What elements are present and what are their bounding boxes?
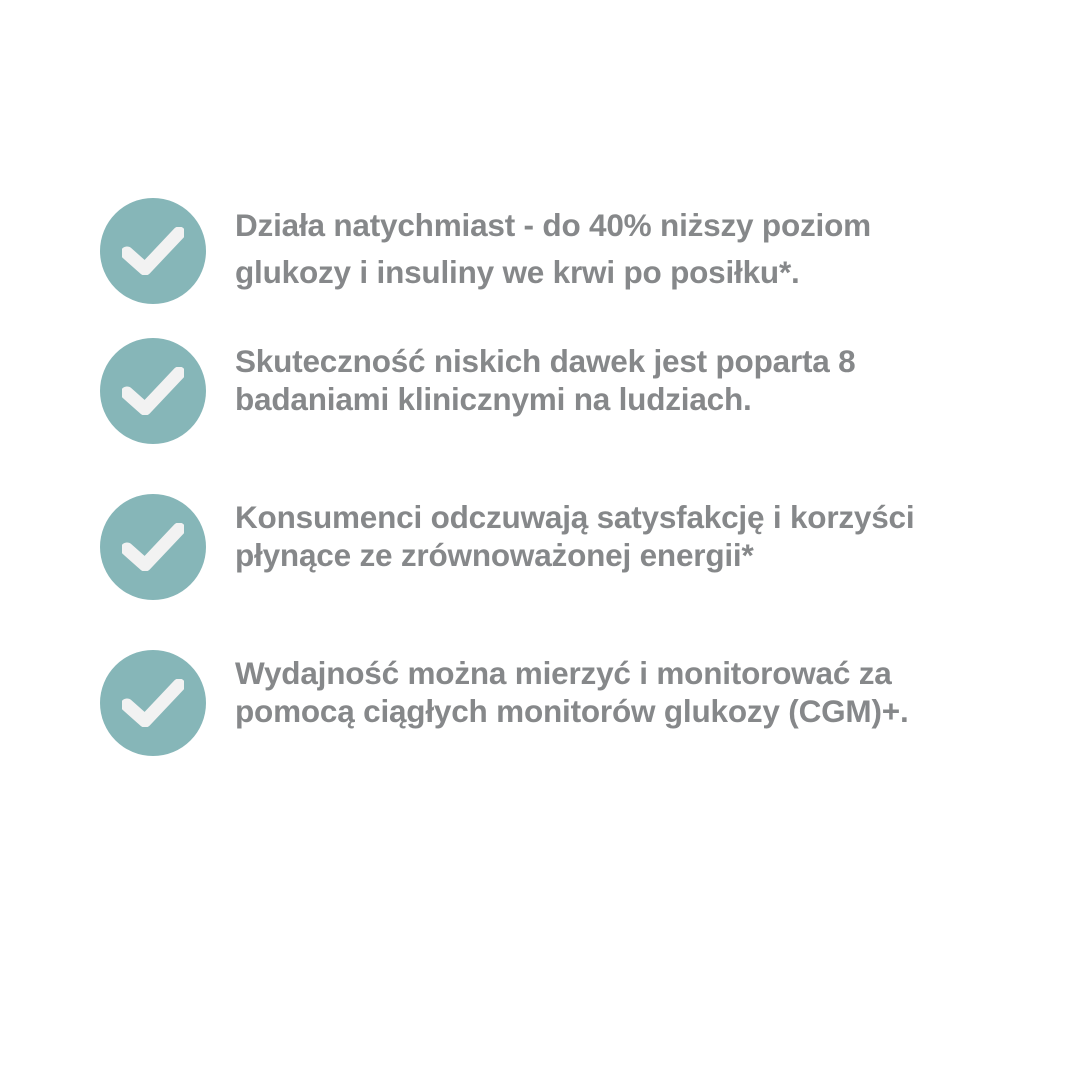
- check-icon: [100, 650, 206, 756]
- benefits-list: [100, 196, 980, 756]
- list-item-text: Wydajność można mierzyć i monitorować za pomocą ciągłych monitorów glukozy (CGM)+.: [235, 655, 909, 730]
- list-item-text: Skuteczność niskich dawek jest poparta 8 badaniami klinicznymi na ludziach.: [235, 343, 856, 418]
- list-item-text: Działa natychmiast - do 40% niższy poziom glukozy i insuliny we krwi po posiłku*.: [235, 207, 871, 291]
- check-icon: [100, 338, 206, 444]
- check-icon: [100, 494, 206, 600]
- check-icon: [100, 198, 206, 304]
- list-item: [100, 336, 980, 444]
- list-item: [100, 648, 980, 756]
- list-item: [100, 492, 980, 600]
- list-item: [100, 196, 980, 304]
- list-item-text: Konsumenci odczuwają satysfakcję i korzyści płynące ze zrównoważonej energii*: [235, 499, 915, 574]
